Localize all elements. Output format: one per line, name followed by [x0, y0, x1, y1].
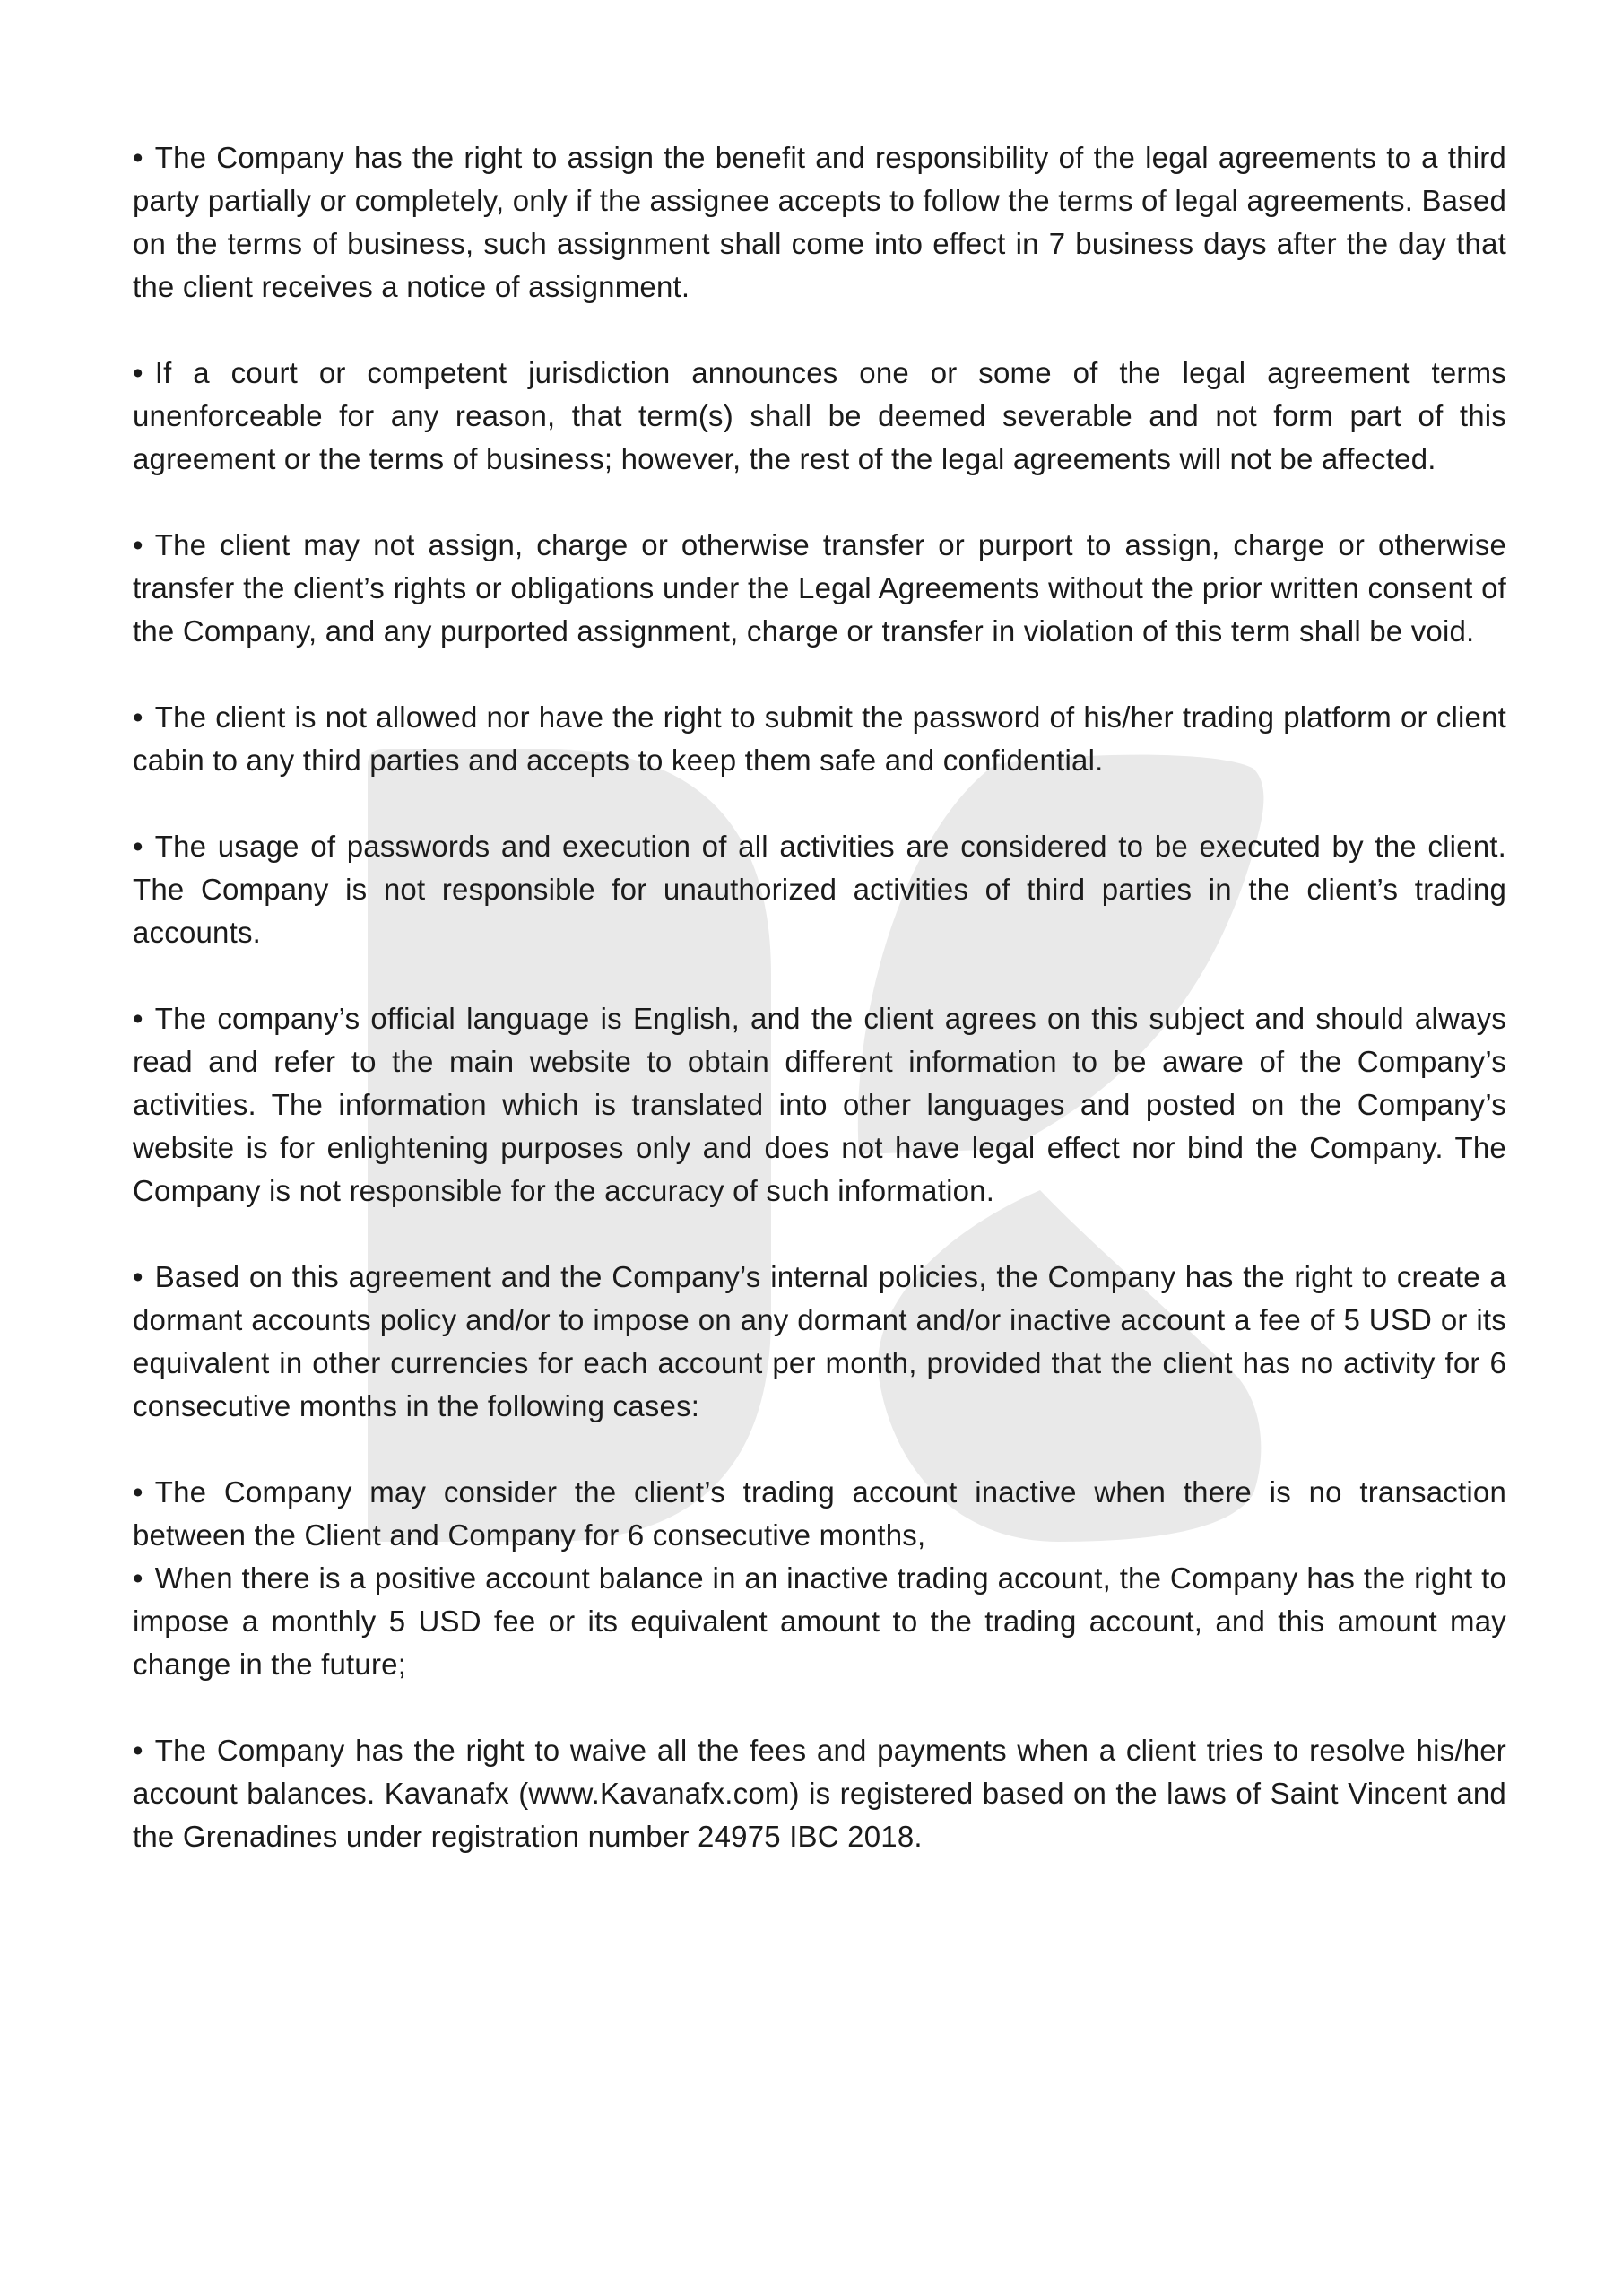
bullet-marker: •: [133, 1475, 143, 1509]
bullet-paragraph: [133, 352, 1506, 481]
bullet-marker: •: [133, 528, 143, 561]
bullet-paragraph: [133, 696, 1506, 782]
paragraph-block: [133, 352, 1506, 481]
paragraph-block: [133, 136, 1506, 309]
bullet-marker: •: [133, 700, 143, 734]
bullet-paragraph: [133, 1256, 1506, 1428]
bullet-marker: •: [133, 1260, 143, 1293]
paragraph-block: [133, 1471, 1506, 1686]
bullet-marker: •: [133, 1734, 143, 1767]
paragraph-text: The client is not allowed nor have the right to submit the password of his/her trading platform or client cabin to any third parties and accepts to keep them safe and confidential.: [133, 700, 1506, 777]
bullet-marker: •: [133, 356, 143, 389]
paragraph-block: [133, 825, 1506, 954]
paragraph-text: When there is a positive account balance in an inactive trading account, the Company has the right to impose a monthly 5 USD fee or its equivalent amount to the trading account, and this amount may change in the future;: [133, 1561, 1506, 1681]
bullet-paragraph: [133, 524, 1506, 653]
paragraph-text: The Company has the right to assign the benefit and responsibility of the legal agreements to a third party partially or completely, only if the assignee accepts to follow the terms of legal agreements. Based on the terms of business, such assignment shall come into effect in 7 business days after the day that the client receives a notice of assignment.: [133, 141, 1507, 303]
paragraph-text: The usage of passwords and execution of all activities are considered to be executed by the client. The Company is not responsible for unauthorized activities of third parties in the client’s trading accounts.: [133, 830, 1506, 949]
bullet-marker: •: [133, 141, 143, 174]
paragraph-text: Based on this agreement and the Company’s internal policies, the Company has the right to create a dormant accounts policy and/or to impose on any dormant and/or inactive account a fee of 5 USD or its equivalent in other currencies for each account per month, provided that the client has no activity for 6 consecutive months in the following cases:: [133, 1260, 1506, 1422]
bullet-marker: •: [133, 1002, 143, 1035]
paragraph-text: If a court or competent jurisdiction announces one or some of the legal agreement terms unenforceable for any reason, that term(s) shall be deemed severable and not form part of this agreement or the terms of business; however, the rest of the legal agreements will not be affected.: [133, 356, 1506, 475]
bullet-paragraph: [133, 1471, 1506, 1557]
paragraph-text: The Company has the right to waive all the fees and payments when a client tries to resolve his/her account balances. Kavanafx (www.Kavanafx.com) is registered based on the laws of Saint Vincent and the Grenadines under registration number 24975 IBC 2018.: [133, 1734, 1506, 1853]
paragraph-block: [133, 1729, 1506, 1858]
paragraph-text: The company’s official language is English, and the client agrees on this subject and should always read and refer to the main website to obtain different information to be aware of the Company’s activities. The information which is translated into other languages and posted on the Company’s website is for enlightening purposes only and does not have legal effect nor bind the Company. The Company is not responsible for the accuracy of such information.: [133, 1002, 1506, 1207]
paragraph-block: [133, 696, 1506, 782]
bullet-marker: •: [133, 1561, 143, 1595]
bullet-paragraph: [133, 1557, 1506, 1686]
paragraph-text: The Company may consider the client’s trading account inactive when there is no transaction between the Client and Company for 6 consecutive months,: [133, 1475, 1506, 1552]
bullet-paragraph: [133, 997, 1506, 1213]
paragraph-block: [133, 524, 1506, 653]
bullet-marker: •: [133, 830, 143, 863]
terms-text: [133, 136, 1506, 1858]
bullet-paragraph: [133, 825, 1506, 954]
paragraph-block: [133, 997, 1506, 1213]
bullet-paragraph: [133, 136, 1506, 309]
bullet-paragraph: [133, 1729, 1506, 1858]
paragraph-block: [133, 1256, 1506, 1428]
paragraph-text: The client may not assign, charge or otherwise transfer or purport to assign, charge or otherwise transfer the client’s rights or obligations under the Legal Agreements without the prior written consent of the Company, and any purported assignment, charge or transfer in violation of this term shall be void.: [133, 528, 1506, 648]
